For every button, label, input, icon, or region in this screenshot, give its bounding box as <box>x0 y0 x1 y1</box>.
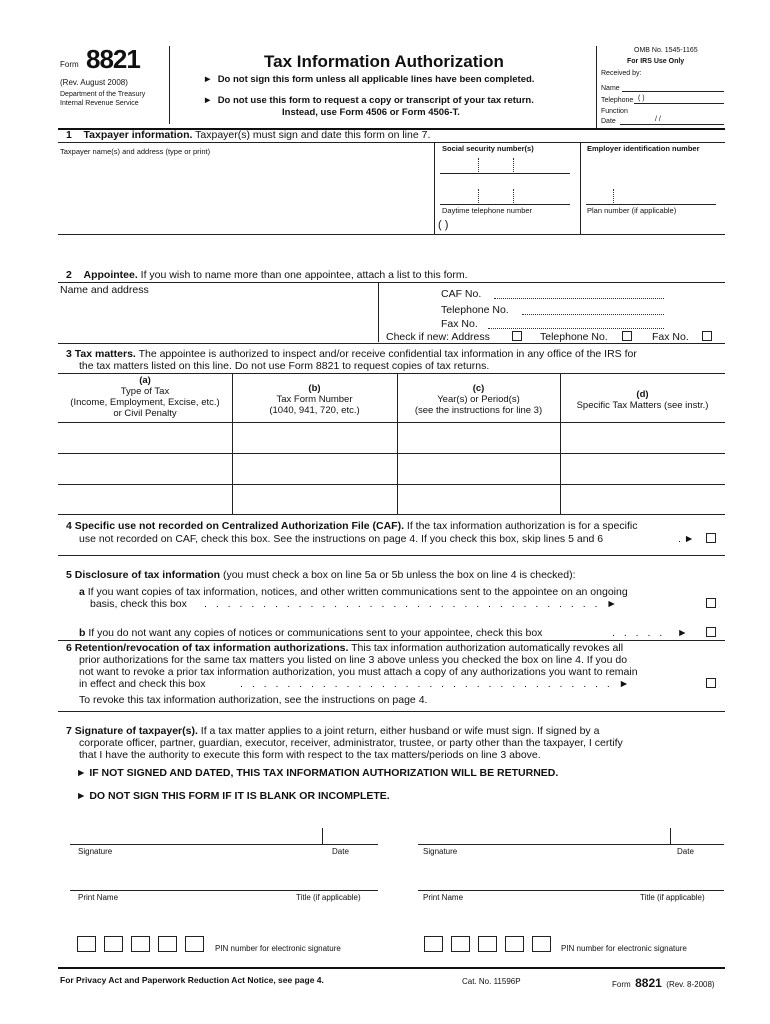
warning-blank: ► DO NOT SIGN THIS FORM IF IT IS BLANK OR INCOMPLETE. <box>76 790 390 802</box>
col-b-header: (b) Tax Form Number (1040, 941, 720, etc.) <box>269 383 360 416</box>
pin-box[interactable] <box>158 936 177 952</box>
tax-matters-row[interactable] <box>58 423 725 453</box>
line6-text-2: prior authorizations for the same tax matters you listed on line 3 above unless you checked the box on line 4. If you do <box>79 654 628 666</box>
line3-text-2: the tax matters listed on this line. Do not use Form 8821 to request copies of tax returns. <box>79 360 490 372</box>
received-by-label: Received by: <box>601 70 642 77</box>
pin-label-1: PIN number for electronic signature <box>215 944 341 953</box>
line4-heading: 4 Specific use not recorded on Centralized Authorization File (CAF). If the tax information authorization is for a specific <box>66 520 638 532</box>
ssn-label: Social security number(s) <box>442 144 534 153</box>
line4-checkbox[interactable] <box>706 533 716 543</box>
line5a-text: a If you want copies of tax information, notices, and other written communications sent to the appointee on an ongoing <box>79 586 628 598</box>
line5-heading: 5 Disclosure of tax information (you must check a box on line 5a or 5b unless the box on line 4 is checked): <box>66 569 576 581</box>
pin-box[interactable] <box>478 936 497 952</box>
line6-leader: . . . . . . . . . . . . . . . . . . . . . . . . . . . . . . . . ► <box>240 678 633 690</box>
form-number: 8821 <box>86 44 140 74</box>
taxpayer-name-field[interactable] <box>58 156 434 234</box>
appointee-fax-label: Fax No. <box>441 318 478 330</box>
irs-telephone-label: Telephone <box>601 97 634 104</box>
catalog-number: Cat. No. 11596P <box>462 977 521 986</box>
department: Department of the Treasury <box>60 91 146 98</box>
line6-revoke-text: To revoke this tax information authorization, see the instructions on page 4. <box>79 694 428 706</box>
col-d-header: (d) Specific Tax Matters (see instr.) <box>576 389 709 411</box>
pin-box[interactable] <box>185 936 204 952</box>
check-new-address-label: Check if new: Address <box>386 331 490 343</box>
privacy-notice: For Privacy Act and Paperwork Reduction Act Notice, see page 4. <box>60 975 324 985</box>
date-label-2: Date <box>677 847 694 856</box>
appointee-telephone-label: Telephone No. <box>441 304 509 316</box>
agency: Internal Revenue Service <box>60 100 139 107</box>
irs-date-slashes: / / <box>655 116 661 123</box>
pin-label-2: PIN number for electronic signature <box>561 944 687 953</box>
pin-box[interactable] <box>104 936 123 952</box>
print-name-field-2[interactable] <box>418 872 724 890</box>
signature-label-2: Signature <box>423 847 458 856</box>
line6-text-3: not want to revoke a prior tax information authorization, you must attach a copy of any authorizations you want to remain <box>79 666 638 678</box>
footer-form-id: Form 8821 (Rev. 8-2008) <box>612 976 715 990</box>
plan-number-label: Plan number (if applicable) <box>587 206 677 215</box>
line2-heading: 2 Appointee. If you wish to name more than one appointee, attach a list to this form. <box>66 269 468 281</box>
note-transcript: ► Do not use this form to request a copy or transcript of your tax return. <box>203 95 534 106</box>
irs-telephone-parens: ( ) <box>638 95 645 102</box>
check-new-fax-label: Fax No. <box>652 331 689 343</box>
line6-checkbox[interactable] <box>706 678 716 688</box>
note-form-4506: Instead, use Form 4506 or Form 4506-T. <box>282 107 460 118</box>
line4-arrow: . ► <box>678 533 695 545</box>
daytime-phone-label: Daytime telephone number <box>442 206 533 215</box>
form-word: Form <box>60 60 79 69</box>
ssn-field-1[interactable] <box>440 155 572 173</box>
daytime-phone-field[interactable]: ( ) <box>438 219 449 231</box>
date-label-1: Date <box>332 847 349 856</box>
line4-text-2: use not recorded on CAF, check this box. See the instructions on page 4. If you check this box, skip lines 5 and 6 <box>79 533 604 545</box>
irs-name-label: Name <box>601 85 620 92</box>
ein-label: Employer identification number <box>587 144 700 153</box>
col-c-header: (c) Year(s) or Period(s) (see the instructions for line 3) <box>414 383 543 416</box>
irs-function-label: Function <box>601 108 628 115</box>
line1-heading: 1 Taxpayer information. Taxpayer(s) must sign and date this form on line 7. <box>66 129 431 141</box>
note-sign: ► Do not sign this form unless all applicable lines have been completed. <box>203 74 535 85</box>
taxpayer-name-label: Taxpayer name(s) and address (type or print) <box>60 147 211 156</box>
print-name-label-1: Print Name <box>78 893 119 902</box>
new-fax-checkbox[interactable] <box>702 331 712 341</box>
line5b-leader: . . . . . ► <box>612 627 691 639</box>
revision-date: (Rev. August 2008) <box>60 78 128 87</box>
ein-field[interactable] <box>586 186 716 204</box>
line7-text-2: corporate officer, partner, guardian, executor, receiver, administrator, trustee, or party other than the taxpayer, I certify <box>79 737 623 749</box>
pin-box[interactable] <box>505 936 524 952</box>
irs-use-only: For IRS Use Only <box>627 58 685 65</box>
line6-heading: 6 Retention/revocation of tax information authorizations. This tax information authorization automatically revokes all <box>66 642 624 654</box>
print-name-label-2: Print Name <box>423 893 464 902</box>
print-name-field-1[interactable] <box>70 872 378 890</box>
warning-unsigned: ► IF NOT SIGNED AND DATED, THIS TAX INFORMATION AUTHORIZATION WILL BE RETURNED. <box>76 767 559 779</box>
omb-number: OMB No. 1545-1165 <box>634 47 698 54</box>
tax-matters-row[interactable] <box>58 485 725 514</box>
ssn-field-2[interactable] <box>440 186 572 204</box>
line7-text-3: that I have the authority to execute this form with respect to the tax matters/periods on line 3 above. <box>79 749 541 761</box>
appointee-fax-field[interactable] <box>488 320 664 329</box>
line5a-leader: . . . . . . . . . . . . . . . . . . . . . . . . . . . . . . . . . . ► <box>204 598 620 610</box>
caf-label: CAF No. <box>441 288 482 300</box>
plan-number-field[interactable] <box>586 216 716 232</box>
line5b-checkbox[interactable] <box>706 627 716 637</box>
irs-date-label: Date <box>601 118 616 125</box>
line5a-checkbox[interactable] <box>706 598 716 608</box>
col-a-header: (a) Type of Tax (Income, Employment, Excise, etc.) or Civil Penalty <box>70 375 220 419</box>
pin-box[interactable] <box>451 936 470 952</box>
pin-box[interactable] <box>77 936 96 952</box>
check-new-telephone-label: Telephone No. <box>540 331 608 343</box>
form-header <box>0 0 770 130</box>
caf-field[interactable] <box>494 290 664 299</box>
appointee-name-label: Name and address <box>60 284 149 296</box>
pin-box[interactable] <box>424 936 443 952</box>
pin-box[interactable] <box>131 936 150 952</box>
line5b-text: b If you do not want any copies of notices or communications sent to your appointee, check this box <box>79 627 543 639</box>
signature-field-2[interactable] <box>418 826 724 846</box>
new-telephone-checkbox[interactable] <box>622 331 632 341</box>
title-label-1: Title (if applicable) <box>296 893 361 902</box>
line6-text-4: in effect and check this box <box>79 678 206 690</box>
line5a-text-2: basis, check this box <box>90 598 187 610</box>
pin-box[interactable] <box>532 936 551 952</box>
signature-label-1: Signature <box>78 847 113 856</box>
appointee-name-field[interactable] <box>58 298 378 342</box>
signature-field-1[interactable] <box>70 826 378 846</box>
line7-heading: 7 Signature of taxpayer(s). If a tax matter applies to a joint return, either husband or wife must sign. If signed by a <box>66 725 600 737</box>
new-address-checkbox[interactable] <box>512 331 522 341</box>
title-label-2: Title (if applicable) <box>640 893 705 902</box>
line3-heading: 3 Tax matters. The appointee is authorized to inspect and/or receive confidential tax information in any office of the IRS for <box>66 348 637 360</box>
form-title: Tax Information Authorization <box>264 52 504 71</box>
tax-matters-row[interactable] <box>58 454 725 484</box>
appointee-telephone-field[interactable] <box>522 306 664 315</box>
